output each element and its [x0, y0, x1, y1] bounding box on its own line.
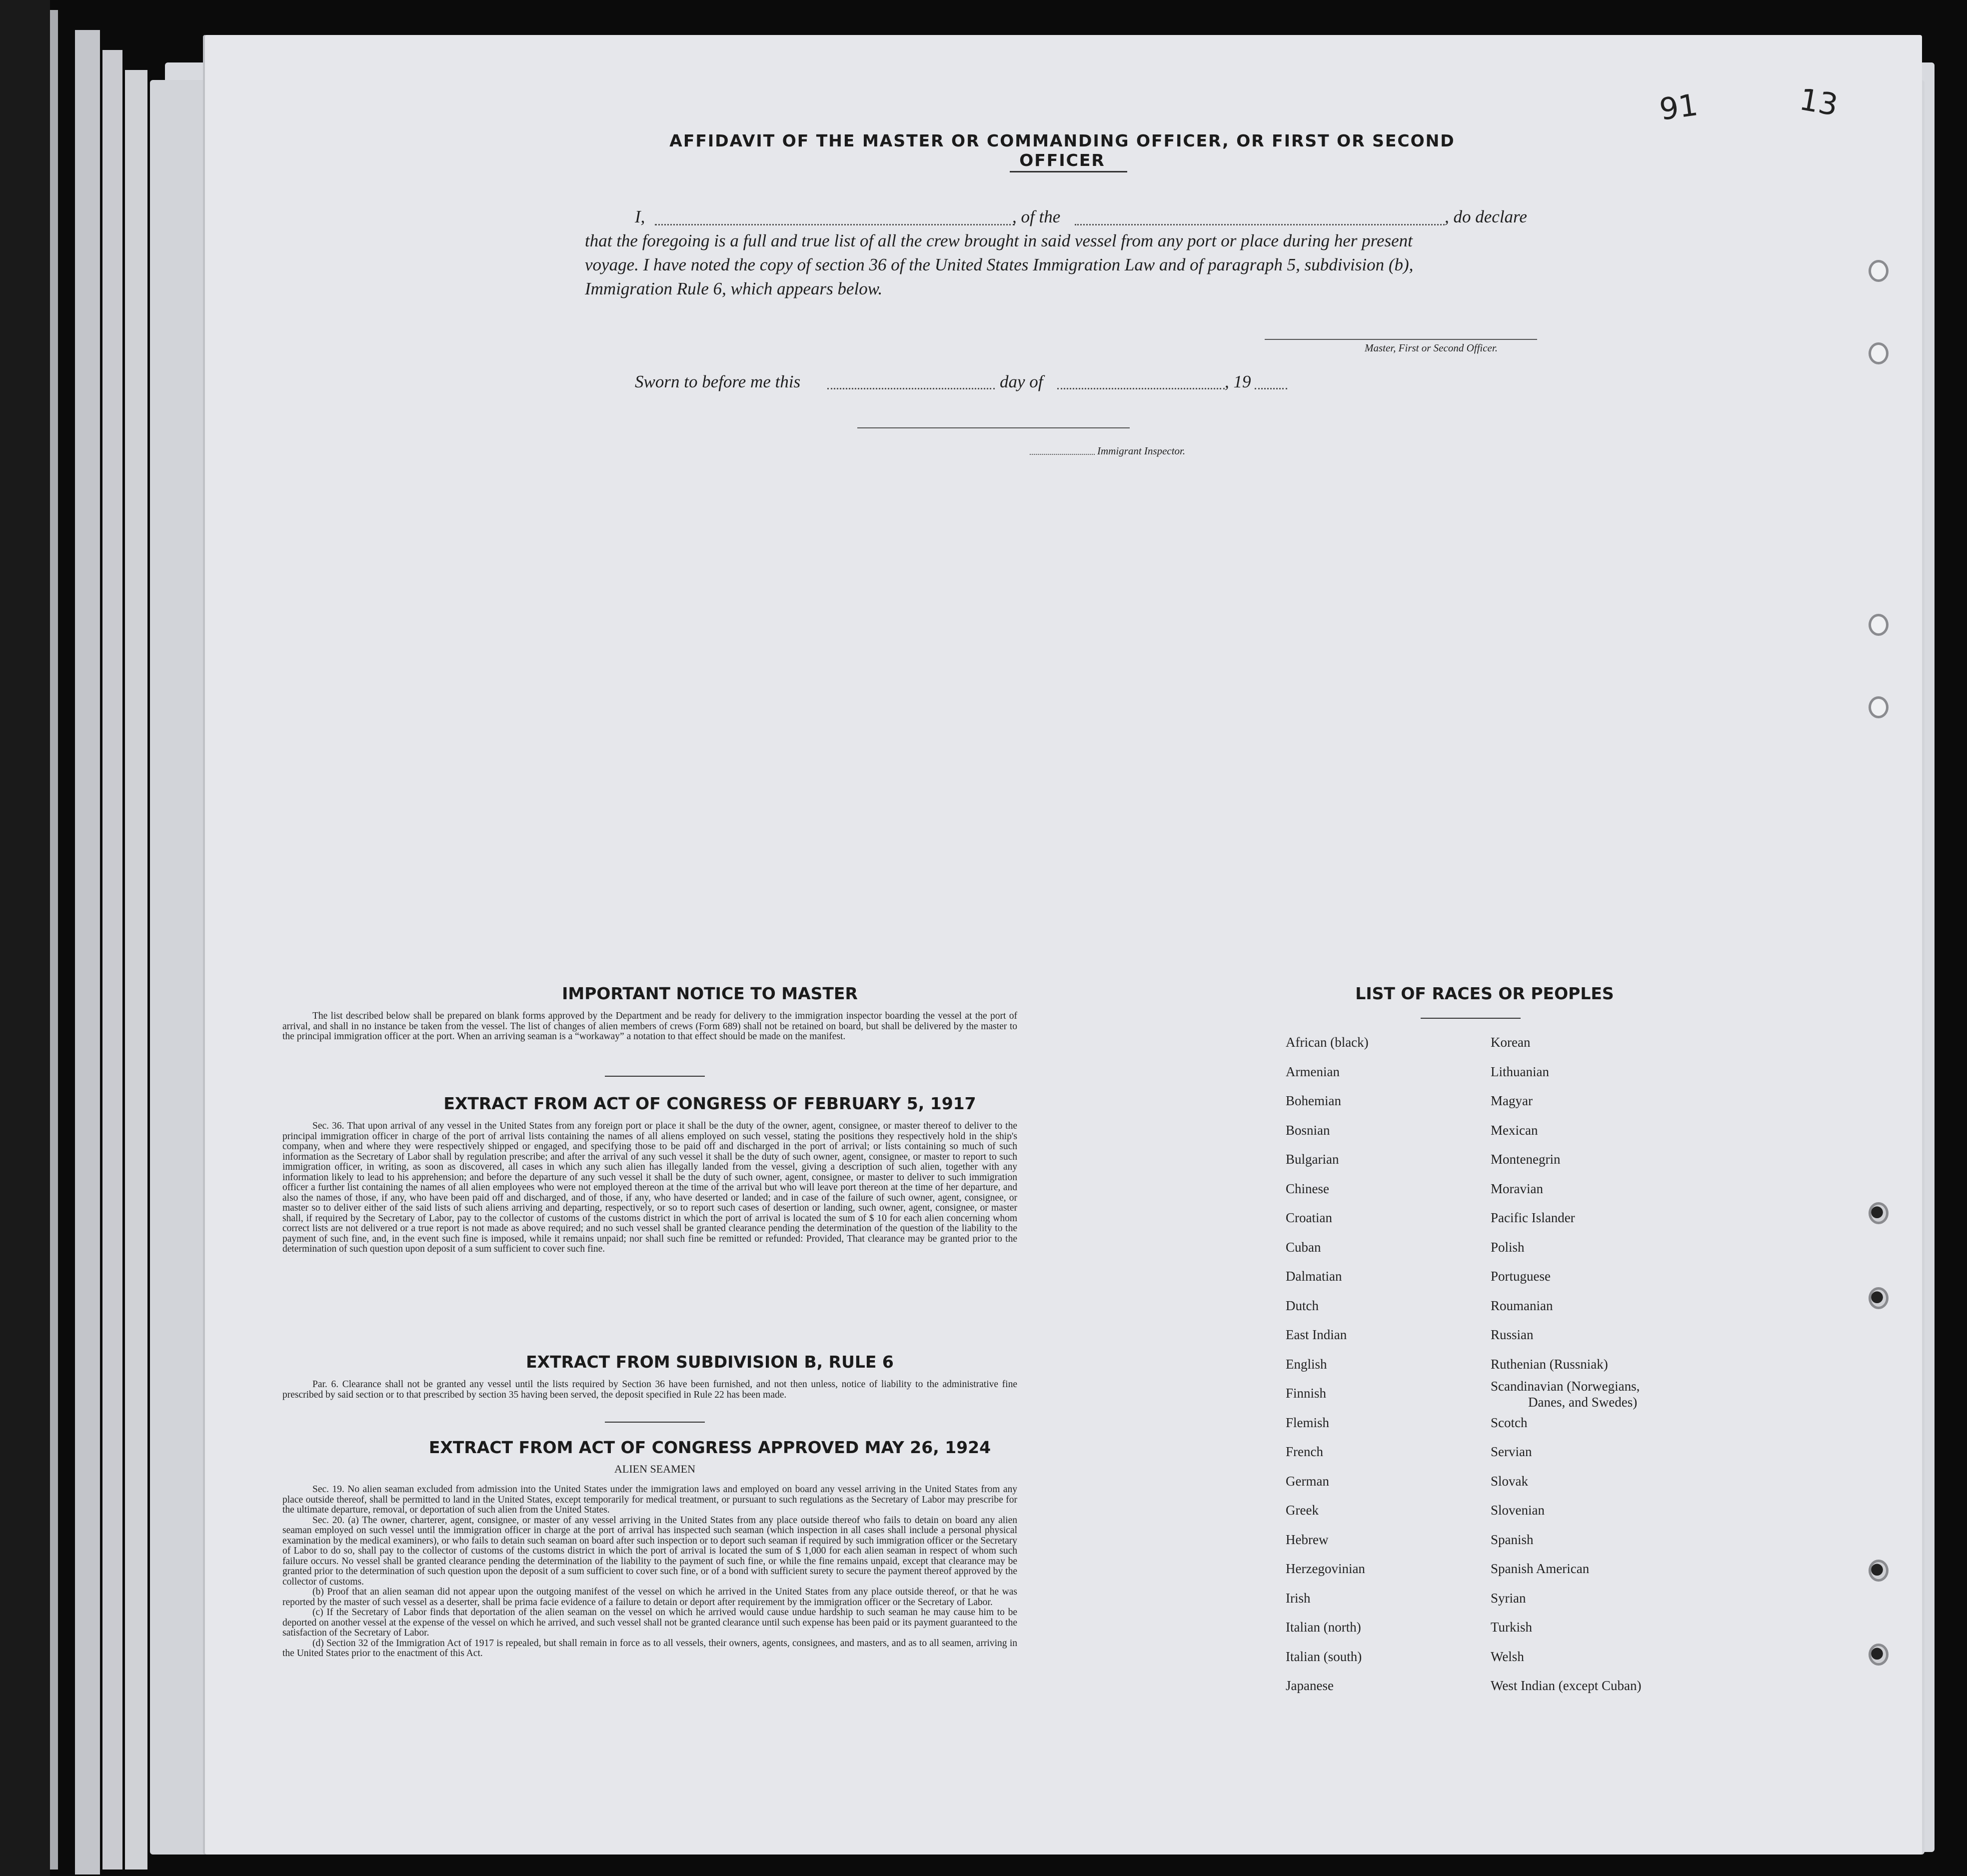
- title-rule: [1010, 171, 1127, 172]
- punch-hole: [1869, 260, 1889, 282]
- race-item: Greek: [1286, 1503, 1319, 1518]
- day-of-text: day of: [1000, 372, 1043, 391]
- race-item: Russian: [1491, 1327, 1534, 1342]
- punch-hole: [1869, 1287, 1889, 1309]
- race-item: Lithuanian: [1491, 1064, 1549, 1079]
- notice-body: [282, 1011, 1017, 1057]
- race-item: Chinese: [1286, 1181, 1329, 1196]
- inspector-dots: [1030, 454, 1095, 455]
- race-item: Bulgarian: [1286, 1152, 1339, 1167]
- handwritten-mark: 13: [1797, 81, 1841, 123]
- race-item: Bohemian: [1286, 1093, 1341, 1108]
- race-item: Irish: [1286, 1590, 1311, 1606]
- month-blank: [1057, 388, 1225, 389]
- notice-paragraph: The list described below shall be prepared on blank forms approved by the Department and be ready for delivery to the immigration inspector boarding the vessel at the port of arrival, and shall in no instance be taken from the vessel. The list of changes of alien members of crews (Form 689) shall not be retained on board, but shall be delivered by the master to the principal immigration officer at the port. When an arriving seaman is a “workaway” a notation to that effect should be made on the manifest.: [282, 1011, 1017, 1042]
- year-text: , 19: [1225, 372, 1251, 391]
- race-item: Turkish: [1491, 1620, 1533, 1635]
- race-item: Roumanian: [1491, 1298, 1553, 1313]
- race-item: Moravian: [1491, 1181, 1543, 1196]
- race-item: Croatian: [1286, 1210, 1332, 1225]
- race-item: Italian (north): [1286, 1620, 1361, 1635]
- punch-hole: [1869, 614, 1889, 636]
- extract-1917-body: [282, 1121, 1017, 1323]
- affidavit-line4: Immigration Rule 6, which appears below.: [585, 279, 883, 298]
- race-item: English: [1286, 1356, 1327, 1372]
- extract-1924-title: EXTRACT FROM ACT OF CONGRESS APPROVED MAY 26, 1924: [428, 1438, 991, 1457]
- punch-hole: [1869, 1560, 1889, 1582]
- section-rule: [605, 1422, 705, 1423]
- sec20b-paragraph: (b) Proof that an alien seaman did not appear upon the outgoing manifest of the vessel on which he arrived in the United States from any place outside thereof, or that he was reported by the master of such vessel as a deserter, shall be prima facie evidence of a failure to detain or deport after requirement by the immigration officer or the Secretary of Labor.: [282, 1587, 1017, 1608]
- page-edge: [50, 10, 58, 1870]
- inspector-signature-line: [857, 427, 1130, 428]
- race-item: Scandinavian (Norwegians,: [1491, 1379, 1640, 1394]
- sec36-paragraph: Sec. 36. That upon arrival of any vessel in the United States from any foreign port or place it shall be the duty of the owner, agent, consignee, or master thereof to deliver to the principal immigration officer in charge of the port of arrival lists containing the names of all aliens employed on such vessel, stating the positions they respectively hold in the ship's company, when and where they were respectively shipped or engaged, and specifying those to be paid off and discharged in the port of arrival; or lists containing so much of such information as the Secretary of Labor shall by regulation prescribe; and after the arrival of any such vessel it shall be the duty of such owner, agent, consignee, or master to report to such immigration officer, in writing, as soon as discovered, all cases in which any such alien has illegally landed from the vessel, giving a description of such alien, together with any information likely to lead to his apprehension; and before the departure of any such vessel it shall be the duty of such owner, agent, consignee, or master to deliver to such immigration officer a further list containing the names of all alien employees who were not employed thereon at the time of the arrival but who will leave port thereon at the time of her departure, and also the names of those, if any, who have been paid off and discharged, and of those, if any, who have deserted or landed; and in case of the failure of such owner, agent, consignee, or master so to deliver either of the said lists of such aliens arriving and departing, respectively, or so to report such cases of desertion or landing, such owner, agent, consignee, or master shall, if required by the Secretary of Labor, pay to the collector of customs of the customs district in which the port of arrival is located the sum of $ 10 for each alien concerning whom correct lists are not delivered or a true report is not made as above required; and no such vessel shall be granted clearance pending the determination of the question of the liability to the payment of such fine, and, in the event such fine is imposed, while it remains unpaid; nor shall such fine be remitted or refunded: Provided, That clearance may be granted prior to the determination of such question upon deposit of a sum sufficient to cover such fine.: [282, 1121, 1017, 1254]
- extract-1924-subtitle: ALIEN SEAMEN: [614, 1463, 695, 1475]
- affidavit-of-the: , of the: [1012, 207, 1061, 226]
- extract-rule6-title: EXTRACT FROM SUBDIVISION B, RULE 6: [526, 1352, 894, 1372]
- page-edge: [102, 50, 122, 1870]
- race-item: West Indian (except Cuban): [1491, 1678, 1642, 1693]
- race-item: Spanish: [1491, 1532, 1534, 1547]
- section-rule: [605, 1076, 705, 1077]
- race-item: Herzegovinian: [1286, 1561, 1365, 1576]
- race-item: Scotch: [1491, 1415, 1528, 1430]
- race-item: French: [1286, 1444, 1323, 1459]
- affidavit-line3: voyage. I have noted the copy of section 36 of the United States Immigration Law and of paragraph 5, subdivision (b),: [585, 255, 1414, 274]
- affidavit-title: AFFIDAVIT OF THE MASTER OR COMMANDING OFFICER, OR FIRST OR SECOND OFFICER: [669, 131, 1455, 170]
- race-item: Portuguese: [1491, 1269, 1551, 1284]
- race-item: German: [1286, 1473, 1329, 1489]
- master-caption: Master, First or Second Officer.: [1365, 342, 1498, 354]
- race-item: East Indian: [1286, 1327, 1347, 1342]
- handwritten-mark: 91: [1657, 87, 1700, 127]
- race-item: Pacific Islander: [1491, 1210, 1575, 1225]
- punch-hole: [1869, 1644, 1889, 1666]
- races-title-rule: [1421, 1018, 1521, 1019]
- affidavit-declare: , do declare: [1445, 207, 1527, 226]
- race-item: African (black): [1286, 1035, 1369, 1050]
- page-edge: [125, 70, 147, 1870]
- race-item: Korean: [1491, 1035, 1531, 1050]
- race-item: Slovak: [1491, 1473, 1529, 1489]
- race-item: Dutch: [1286, 1298, 1319, 1313]
- name-blank: [655, 224, 1015, 225]
- sec20d-paragraph: (d) Section 32 of the Immigration Act of 1917 is repealed, but shall remain in force as to all vessels, their owners, agents, consignees, and masters, and as to all seamen, arriving in the United States prior to the enactment of this Act.: [282, 1638, 1017, 1659]
- race-item: Japanese: [1286, 1678, 1334, 1693]
- race-item: Spanish American: [1491, 1561, 1590, 1576]
- extract-1924-body: [282, 1485, 1017, 1735]
- race-item: Mexican: [1491, 1122, 1538, 1138]
- page-edge: [75, 30, 100, 1875]
- affidavit-line2: that the foregoing is a full and true list of all the crew brought in said vessel from any port or place during her present: [585, 231, 1413, 250]
- notice-title: IMPORTANT NOTICE TO MASTER: [562, 984, 858, 1003]
- race-item: Magyar: [1491, 1093, 1533, 1108]
- race-item: Ruthenian (Russniak): [1491, 1356, 1608, 1372]
- par6-paragraph: Par. 6. Clearance shall not be granted any vessel until the lists required by Section 36 have been furnished, and not then unless, notice of liability to the administrative fine prescribed by said section or to that prescribed by section 35 having been served, the deposit specified in Rule 22 has been made.: [282, 1380, 1017, 1400]
- race-item: Flemish: [1286, 1415, 1330, 1430]
- race-item: Polish: [1491, 1239, 1525, 1255]
- binder-edge: [0, 0, 50, 1876]
- day-blank: [827, 388, 995, 389]
- sec20c-paragraph: (c) If the Secretary of Labor finds that deportation of the alien seaman on the vessel on which he arrived would cause undue hardship to such seaman he may cause him to be deported on another vessel at the expense of the vessel on which he arrived, and such vessel shall not be granted clearance until such expense has been paid or its payment guaranteed to the satisfaction of the Secretary of Labor.: [282, 1607, 1017, 1638]
- race-item: Welsh: [1491, 1649, 1524, 1664]
- extract-rule6-body: [282, 1380, 1017, 1413]
- sec19-paragraph: Sec. 19. No alien seaman excluded from admission into the United States under the immigration laws and employed on board any vessel arriving in the United States from any place outside thereof, shall be permitted to land in the United States, except temporarily for medical treatment, or pursuant to such regulations as the Secretary of Labor may prescribe for the ultimate departure, removal, or deportation of such alien from the United States.: [282, 1485, 1017, 1515]
- race-item: Finnish: [1286, 1386, 1327, 1401]
- race-item: Dalmatian: [1286, 1269, 1342, 1284]
- sec20a-paragraph: Sec. 20. (a) The owner, charterer, agent, consignee, or master of any vessel arriving in the United States from any place outside thereof who fails to detain on board any alien seaman employed on such vessel until the immigration officer in charge at the port of arrival has inspected such seaman (which inspection in all cases shall include a personal physical examination by the medical examiners), or who fails to detain such seaman on board after such inspection or to deport such seaman if required by such immigration officer or the Secretary of Labor to do so, shall pay to the collector of customs of the customs district in which the port of arrival is located the sum of $ 1,000 for each alien seaman in respect of whom such failure occurs. No vessel shall be granted clearance pending the determination of the liability to the payment of such fine, or while the fine remains unpaid, except that clearance may be granted prior to the determination of such question upon the deposit of a sum sufficient to cover such fine, or of a bond with sufficient surety to secure the payment thereof approved by the collector of customs.: [282, 1515, 1017, 1587]
- races-title: LIST OF RACES OR PEOPLES: [1355, 984, 1614, 1003]
- race-item: Hebrew: [1286, 1532, 1329, 1547]
- race-item: Italian (south): [1286, 1649, 1362, 1664]
- affidavit-i: I,: [635, 207, 645, 226]
- punch-hole: [1869, 696, 1889, 718]
- inspector-caption: Immigrant Inspector.: [1097, 445, 1186, 457]
- master-signature-line: [1265, 339, 1537, 340]
- race-item: Montenegrin: [1491, 1152, 1561, 1167]
- sworn-text: Sworn to before me this: [635, 372, 801, 391]
- punch-hole: [1869, 1202, 1889, 1224]
- race-item: Bosnian: [1286, 1122, 1330, 1138]
- year-blank: [1255, 388, 1287, 389]
- extract-1917-title: EXTRACT FROM ACT OF CONGRESS OF FEBRUARY 5, 1917: [443, 1094, 976, 1113]
- punch-hole: [1869, 342, 1889, 364]
- vessel-blank: [1075, 224, 1445, 225]
- race-item: Armenian: [1286, 1064, 1340, 1079]
- race-item: Cuban: [1286, 1239, 1321, 1255]
- race-item: Syrian: [1491, 1590, 1526, 1606]
- race-item: Slovenian: [1491, 1503, 1545, 1518]
- race-item-wrap: Danes, and Swedes): [1528, 1395, 1638, 1410]
- race-item: Servian: [1491, 1444, 1532, 1459]
